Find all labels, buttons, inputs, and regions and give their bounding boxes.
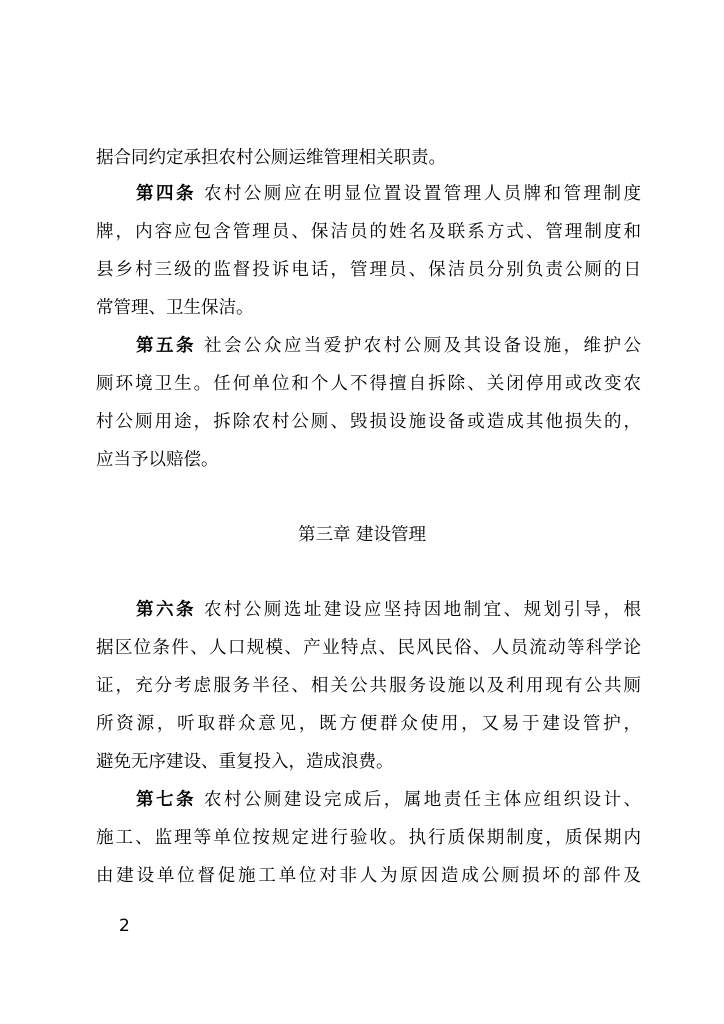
paragraph-line — [96, 258, 641, 282]
paragraph-text: 村公厕用途，拆除农村公厕、毁损设施设备或造成其他损失的， — [96, 412, 641, 432]
paragraph-line — [96, 674, 641, 698]
paragraph-text: 由建设单位督促施工单位对非人为原因造成公厕损坏的部件及 — [96, 866, 641, 886]
paragraph-line — [96, 636, 641, 660]
paragraph-line — [96, 826, 641, 850]
paragraph-text: 农村公厕应在明显位置设置管理人员牌和管理制度 — [195, 184, 642, 204]
paragraph-line — [96, 750, 641, 774]
paragraph-text: 所资源，听取群众意见，既方便群众使用，又易于建设管护， — [96, 714, 641, 734]
article-6-label: 第六条 — [136, 600, 196, 620]
page-number: 2 — [119, 916, 130, 936]
paragraph-text: 据合同约定承担农村公厕运维管理相关职责。 — [96, 148, 446, 168]
paragraph-line — [96, 372, 641, 396]
article-4-label: 第四条 — [136, 184, 196, 204]
paragraph-text: 牌，内容应包含管理员、保洁员的姓名及联系方式、管理制度和 — [96, 222, 641, 242]
paragraph-text: 厕环境卫生。任何单位和个人不得擅自拆除、关闭停用或改变农 — [96, 374, 641, 394]
paragraph-line — [96, 410, 641, 434]
paragraph-text: 证，充分考虑服务半径、相关公共服务设施以及利用现有公共厕 — [96, 676, 641, 696]
chapter-title: 第三章 建设管理 — [297, 525, 427, 545]
paragraph-text: 应当予以赔偿。 — [96, 450, 219, 470]
paragraph-line — [96, 864, 641, 888]
paragraph-text: 常管理、卫生保洁。 — [96, 298, 254, 318]
paragraph-text: 社会公众应当爱护农村公厕及其设备设施，维护公 — [195, 336, 642, 356]
article-7-label: 第七条 — [136, 790, 196, 810]
article-6-first-line — [136, 598, 641, 622]
paragraph-text: 据区位条件、人口规模、产业特点、民风民俗、人员流动等科学论 — [96, 638, 641, 658]
article-5-label: 第五条 — [136, 336, 196, 356]
paragraph-line — [96, 448, 641, 472]
paragraph-line — [96, 296, 641, 320]
paragraph-line — [96, 712, 641, 736]
paragraph-text: 农村公厕建设完成后，属地责任主体应组织设计、 — [195, 790, 642, 810]
paragraph-line — [96, 146, 641, 170]
article-4-first-line — [136, 182, 641, 206]
paragraph-text: 农村公厕选址建设应坚持因地制宜、规划引导，根 — [195, 600, 642, 620]
paragraph-text: 避免无序建设、重复投入，造成浪费。 — [96, 752, 394, 772]
paragraph-text: 施工、监理等单位按规定进行验收。执行质保期制度，质保期内 — [96, 828, 641, 848]
article-5-first-line — [136, 334, 641, 358]
article-7-first-line — [136, 788, 641, 812]
paragraph-text: 县乡村三级的监督投诉电话，管理员、保洁员分别负责公厕的日 — [96, 260, 641, 280]
paragraph-line — [96, 220, 641, 244]
